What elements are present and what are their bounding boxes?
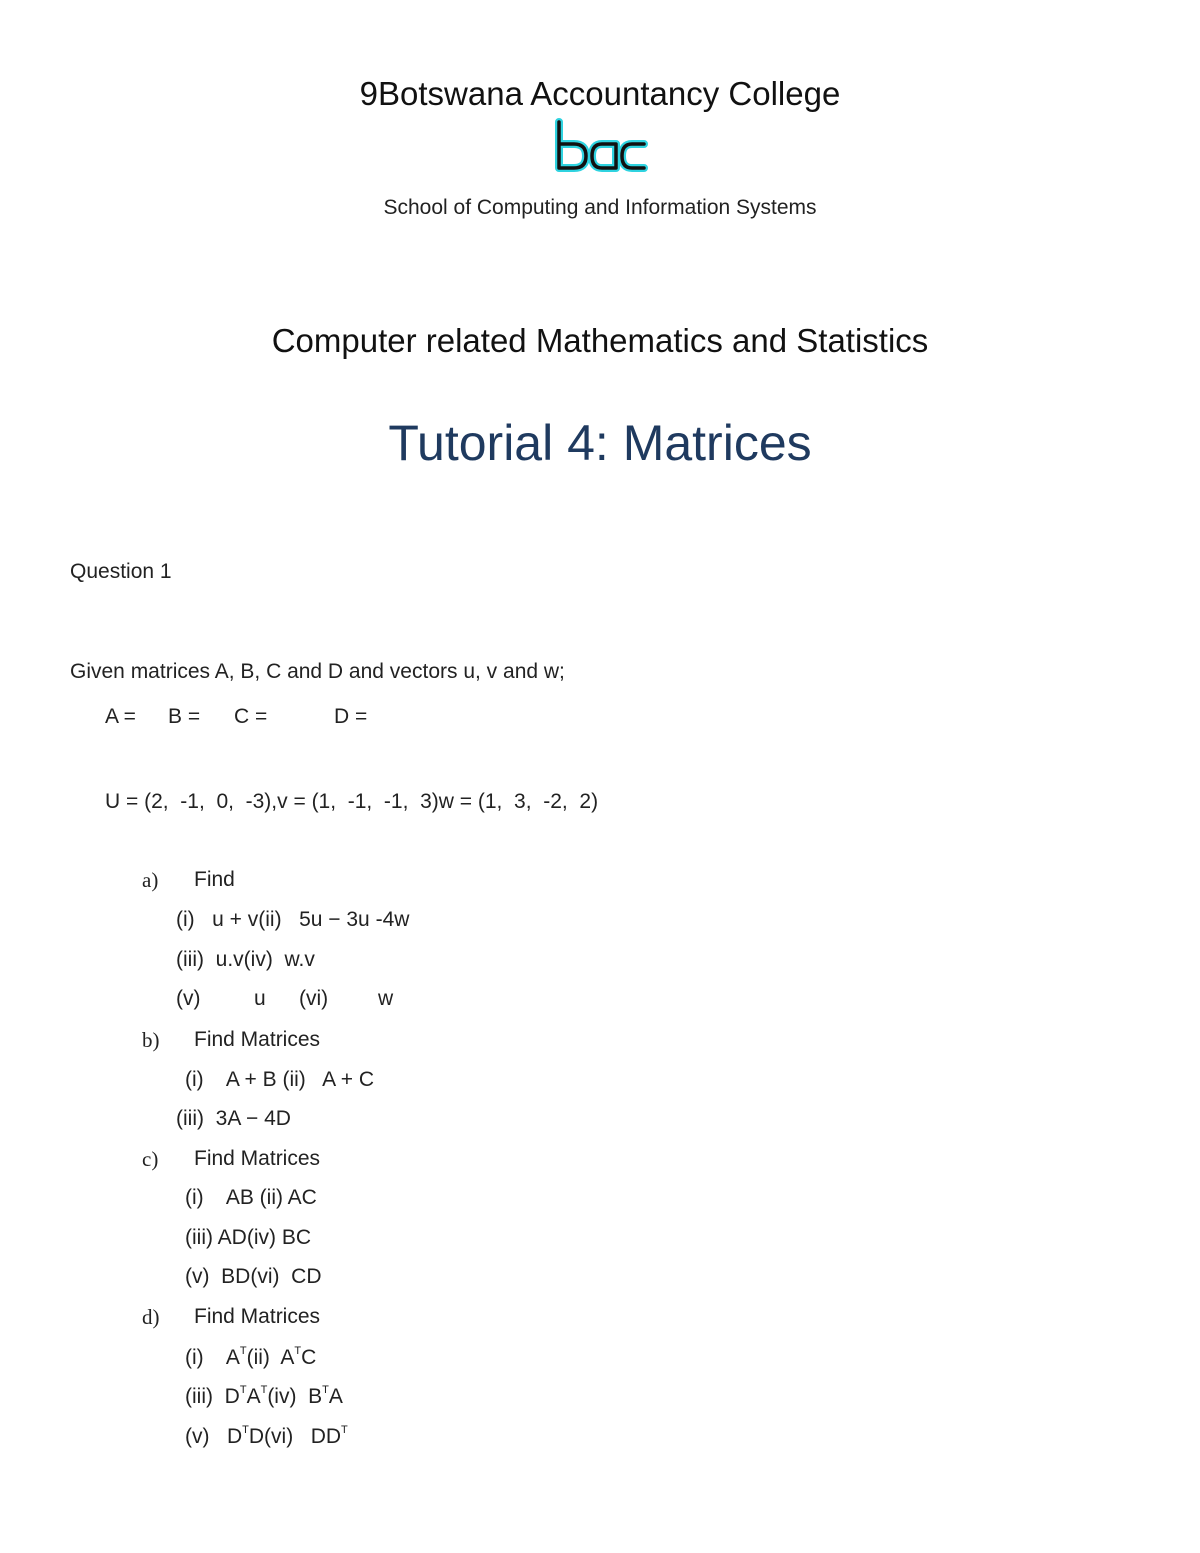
part-c-label: c) xyxy=(142,1147,159,1171)
question-heading: Question 1 xyxy=(70,560,172,583)
part-a-i: (i) u + v(ii) 5u − 3u -4w xyxy=(176,908,410,931)
part-a-vi-text: w xyxy=(378,987,394,1010)
matrix-b-label: B = xyxy=(168,705,201,728)
part-d-v: (v) $D^TD(vi)$ $DD^T$ xyxy=(185,1424,348,1448)
part-a-iii: (iii) u.v(iv) w.v xyxy=(176,948,315,971)
course-title: Computer related Mathematics and Statistics xyxy=(271,322,929,359)
part-d-title: Find Matrices xyxy=(194,1305,321,1328)
part-b-label: b) xyxy=(142,1028,160,1052)
part-d-iii: (iii) $D^TA^T(iv)$ $B^TA$ xyxy=(185,1384,343,1408)
bac-logo xyxy=(552,118,648,176)
part-b-iii: (iii) 3A − 4D xyxy=(176,1107,291,1130)
part-a-v-text: u xyxy=(254,987,266,1010)
part-b-title: Find Matrices xyxy=(194,1028,321,1051)
part-c-v: (v) BD(vi) CD xyxy=(185,1265,322,1288)
matrix-c-label: C = xyxy=(234,705,268,728)
tutorial-title: Tutorial 4: Matrices xyxy=(388,415,812,471)
part-c-title: Find Matrices xyxy=(194,1147,321,1170)
matrix-d-label: D = xyxy=(334,705,368,728)
part-d-i: (i) $A^T(ii)$ $A^TC$ xyxy=(185,1345,317,1369)
part-a-vi-label: (vi) xyxy=(299,987,329,1010)
part-d-label: d) xyxy=(142,1305,160,1329)
matrix-a-label: A = xyxy=(105,705,136,728)
part-b-i: (i) A + B (ii) A + C xyxy=(185,1068,375,1091)
school-name: School of Computing and Information Systems xyxy=(383,196,817,219)
part-c-iii: (iii) AD(iv) BC xyxy=(185,1226,311,1249)
part-c-i: (i) AB (ii) AC xyxy=(185,1186,317,1209)
college-name: 9Botswana Accountancy College xyxy=(359,75,841,112)
part-a-v-label: (v) xyxy=(176,987,201,1010)
part-a-title: Find xyxy=(194,868,235,891)
vectors-line: U = (2, -1, 0, -3),v = (1, -1, -1, 3)w = (1, 3, -2, 2) xyxy=(105,790,599,813)
part-a-label: a) xyxy=(142,868,159,892)
question-intro: Given matrices A, B, C and D and vectors u, v and w; xyxy=(70,660,565,683)
